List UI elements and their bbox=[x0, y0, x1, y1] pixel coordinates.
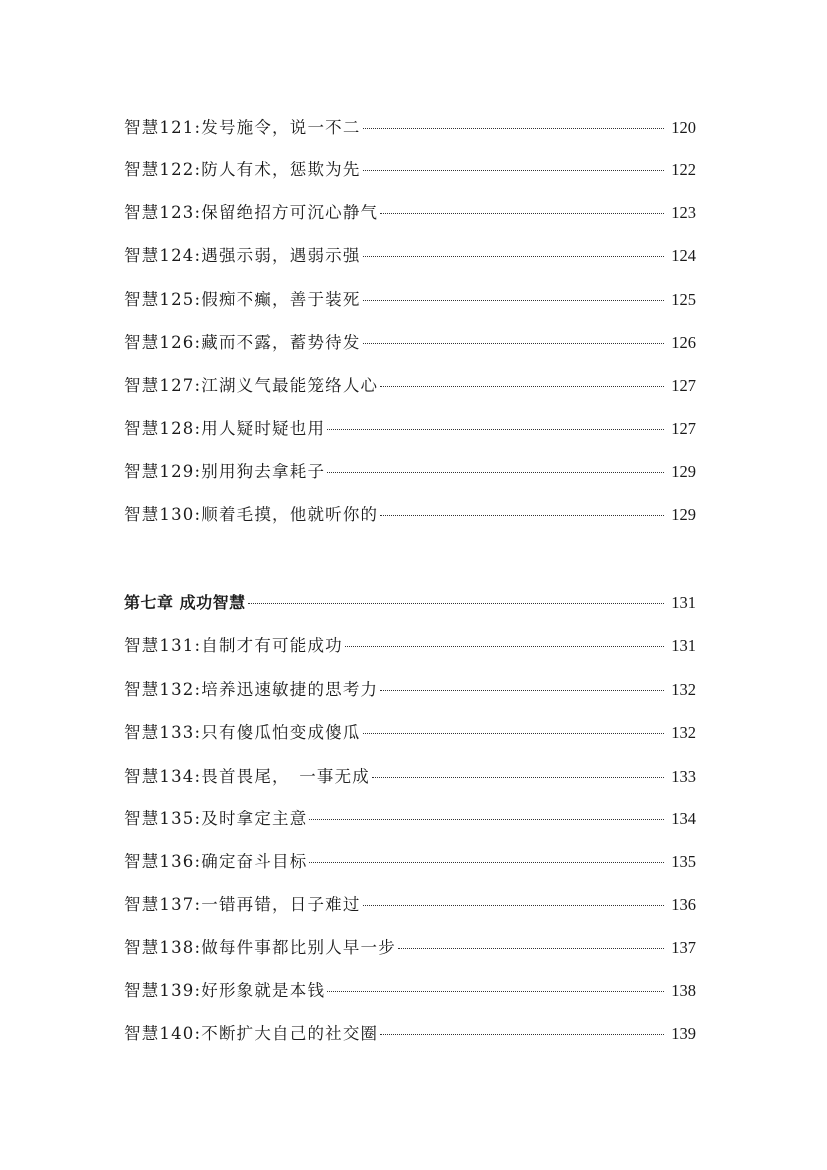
toc-entry-page: 132 bbox=[671, 680, 696, 699]
toc-entry-title: 智慧122:防人有术，惩欺为先 bbox=[124, 160, 361, 179]
toc-entry-title: 智慧128:用人疑时疑也用 bbox=[124, 419, 326, 438]
toc-entry[interactable] bbox=[124, 676, 696, 700]
toc-entry-title: 智慧131:自制才有可能成功 bbox=[124, 636, 343, 655]
toc-entry[interactable] bbox=[124, 501, 696, 525]
dot-leader bbox=[363, 256, 664, 257]
toc-entry[interactable] bbox=[124, 1020, 696, 1044]
toc-entry-title: 智慧126:藏而不露，蓄势待发 bbox=[124, 333, 361, 352]
toc-entry-title: 智慧127:江湖义气最能笼络人心 bbox=[124, 376, 379, 395]
toc-entry-title: 智慧139:好形象就是本钱 bbox=[124, 981, 326, 1000]
toc-entry[interactable] bbox=[124, 372, 696, 396]
toc-entry-title: 智慧135:及时拿定主意 bbox=[124, 809, 308, 828]
toc-entry[interactable] bbox=[124, 891, 696, 915]
dot-leader bbox=[309, 862, 664, 863]
toc-entry[interactable] bbox=[124, 763, 696, 787]
toc-entry[interactable] bbox=[124, 719, 696, 743]
toc-entry-title: 智慧140:不断扩大自己的社交圈 bbox=[124, 1024, 379, 1043]
toc-entry[interactable] bbox=[124, 114, 696, 138]
dot-leader bbox=[380, 515, 664, 516]
toc-entry-page: 136 bbox=[671, 895, 696, 914]
toc-entry-page: 120 bbox=[671, 118, 696, 137]
toc-entry-title: 智慧125:假痴不癫，善于装死 bbox=[124, 290, 361, 309]
dot-leader bbox=[363, 905, 664, 906]
toc-entry-page: 126 bbox=[671, 333, 696, 352]
toc-entry[interactable] bbox=[124, 199, 696, 223]
toc-entry[interactable] bbox=[124, 286, 696, 310]
toc-entry[interactable] bbox=[124, 329, 696, 353]
dot-leader bbox=[248, 603, 664, 604]
dot-leader bbox=[372, 777, 664, 778]
dot-leader bbox=[363, 128, 664, 129]
toc-entry-page: 138 bbox=[671, 981, 696, 1000]
dot-leader bbox=[327, 991, 664, 992]
dot-leader bbox=[380, 1034, 664, 1035]
toc-entry-title: 智慧134:畏首畏尾， 一事无成 bbox=[124, 767, 371, 786]
toc-entry-title: 智慧123:保留绝招方可沉心静气 bbox=[124, 203, 379, 222]
toc-entry-title: 智慧136:确定奋斗目标 bbox=[124, 852, 308, 871]
dot-leader bbox=[345, 646, 664, 647]
toc-entry-title: 智慧137:一错再错，日子难过 bbox=[124, 895, 361, 914]
toc-entry[interactable] bbox=[124, 415, 696, 439]
toc-entry-page: 131 bbox=[671, 636, 696, 655]
toc-entry[interactable] bbox=[124, 242, 696, 266]
toc-entry-page: 127 bbox=[671, 376, 696, 395]
toc-entry-title: 智慧133:只有傻瓜怕变成傻瓜 bbox=[124, 723, 361, 742]
toc-entry-page: 135 bbox=[671, 852, 696, 871]
dot-leader bbox=[380, 213, 664, 214]
toc-entry-title: 智慧121:发号施令，说一不二 bbox=[124, 118, 361, 137]
toc-entry-page: 122 bbox=[671, 160, 696, 179]
toc-entry[interactable] bbox=[124, 934, 696, 958]
dot-leader bbox=[363, 300, 664, 301]
dot-leader bbox=[380, 386, 664, 387]
dot-leader bbox=[398, 948, 664, 949]
toc-entry-title: 智慧132:培养迅速敏捷的思考力 bbox=[124, 680, 379, 699]
toc-entry-title: 智慧124:遇强示弱，遇弱示强 bbox=[124, 246, 361, 265]
toc-entry[interactable] bbox=[124, 805, 696, 829]
toc-entry-title: 智慧130:顺着毛摸，他就听你的 bbox=[124, 505, 379, 524]
toc-entry[interactable] bbox=[124, 848, 696, 872]
toc-entry[interactable] bbox=[124, 458, 696, 482]
chapter-title: 第七章 成功智慧 bbox=[124, 593, 246, 612]
toc-entry-page: 125 bbox=[671, 290, 696, 309]
toc-entry-page: 123 bbox=[671, 203, 696, 222]
dot-leader bbox=[309, 819, 664, 820]
toc-entry-title: 智慧138:做每件事都比别人早一步 bbox=[124, 938, 396, 957]
toc-entry[interactable] bbox=[124, 977, 696, 1001]
dot-leader bbox=[363, 343, 664, 344]
toc-entry-page: 129 bbox=[671, 505, 696, 524]
toc-entry[interactable] bbox=[124, 632, 696, 656]
toc-entry-page: 134 bbox=[671, 809, 696, 828]
dot-leader bbox=[327, 472, 664, 473]
dot-leader bbox=[380, 690, 664, 691]
toc-entry[interactable] bbox=[124, 156, 696, 180]
toc-entry-page: 127 bbox=[671, 419, 696, 438]
toc-entry-page: 129 bbox=[671, 462, 696, 481]
toc-entry-page: 131 bbox=[671, 593, 696, 612]
toc-entry-page: 137 bbox=[671, 938, 696, 957]
toc-entry-page: 139 bbox=[671, 1024, 696, 1043]
dot-leader bbox=[327, 429, 664, 430]
toc-entry-page: 132 bbox=[671, 723, 696, 742]
dot-leader bbox=[363, 733, 664, 734]
toc-entry-page: 133 bbox=[671, 767, 696, 786]
toc-entry-page: 124 bbox=[671, 246, 696, 265]
dot-leader bbox=[363, 170, 664, 171]
toc-entry-title: 智慧129:别用狗去拿耗子 bbox=[124, 462, 326, 481]
toc-chapter-heading[interactable] bbox=[124, 590, 696, 614]
